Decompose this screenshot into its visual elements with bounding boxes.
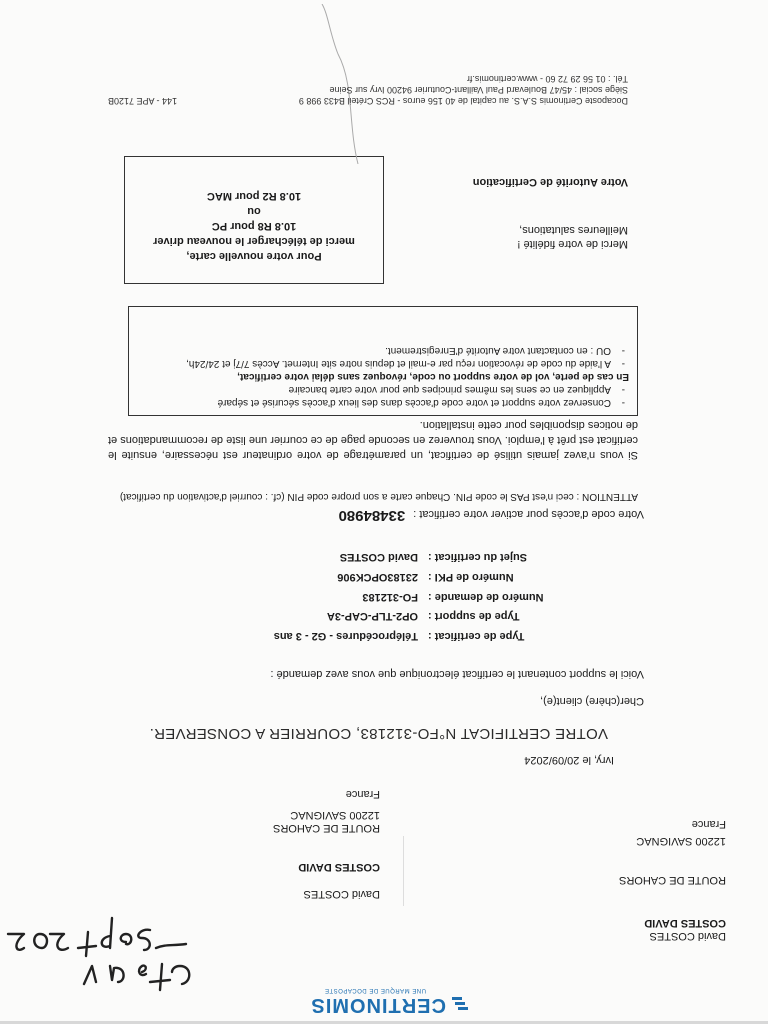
detail-row bbox=[128, 628, 648, 642]
security-item: - OU : en contactant votre Autorité d'Enregistrement. bbox=[137, 344, 615, 357]
footer-line: Siège social : 45/47 Boulevard Paul Vaillant-Couturier 94200 Ivry sur Seine bbox=[329, 85, 628, 95]
certinomis-logo bbox=[298, 976, 468, 1016]
detail-label: Type de support : bbox=[428, 610, 520, 622]
detail-value: David COSTES bbox=[339, 551, 418, 563]
detail-value: Téléprocédures - G2 - 3 ans bbox=[273, 630, 418, 642]
salutation: Cher(chère) client(e), bbox=[540, 695, 644, 707]
driver-line: 10.8 R2 pour MAC bbox=[206, 190, 302, 202]
detail-row bbox=[128, 608, 648, 622]
detail-row bbox=[128, 569, 648, 583]
detail-row bbox=[128, 589, 648, 603]
sender-address bbox=[506, 817, 726, 942]
install-paragraph: Si vous n'avez jamais utilisé de certificat, un paramétrage de votre ordinateur est nécessaire, ensuite le certificat est prêt à l'emploi. Vous trouverez en seconde page de ce courrier une liste de recommandations et de notices disponibles pour cette installation. bbox=[108, 419, 638, 461]
recipient-line: France bbox=[345, 788, 380, 800]
intro-text: Voici le support contenant le certificat électronique que vous avez demandé : bbox=[270, 668, 644, 680]
letter-title: VOTRE CERTIFICAT N°FO-312183, COURRIER A CONSERVER. bbox=[149, 725, 608, 742]
detail-label: Numéro de PKI : bbox=[428, 571, 514, 583]
revocation-warning: En cas de perte, vol de votre support ou code, révoquez sans délai votre certificat, bbox=[237, 371, 629, 382]
recipient-line: 12200 SAVIGNAC bbox=[290, 809, 380, 821]
letter-date: Ivry, le 20/09/2024 bbox=[524, 754, 614, 766]
sender-line: 12200 SAVIGNAC bbox=[636, 835, 726, 847]
access-code-line bbox=[338, 507, 644, 524]
sender-line: France bbox=[691, 818, 726, 830]
access-code-value: 33484980 bbox=[338, 507, 406, 524]
fold-mark bbox=[403, 836, 404, 906]
sender-line: David COSTES bbox=[649, 930, 726, 942]
security-item: - Conservez votre support et votre code d'accès dans des lieux d'accès sécurisé et séparé bbox=[137, 396, 615, 409]
company-footer bbox=[108, 73, 628, 106]
detail-value: OP2-TLP-CAP-3A bbox=[326, 610, 418, 622]
sender-line: COSTES DAVID bbox=[644, 917, 726, 929]
closing-regards: Meilleures salutations, bbox=[519, 224, 628, 236]
recipient-address bbox=[160, 787, 380, 900]
recipient-line: David COSTES bbox=[303, 888, 380, 900]
security-item: - A l'aide du code de révocation reçu par e-mail et depuis notre site Internet. Accès 7/7j et 24/24h, bbox=[137, 357, 615, 370]
footer-line: Tél. : 01 56 29 72 60 - www.certinomis.fr bbox=[466, 74, 628, 84]
footer-line: Docaposte Certinomis S.A.S. au capital de 40 156 euros - RCS Créteil B433 998 9 bbox=[298, 96, 628, 106]
detail-label: Numéro de demande : bbox=[428, 591, 544, 603]
driver-line: merci de télécharger le nouveau driver bbox=[153, 235, 355, 247]
detail-label: Type de certificat : bbox=[428, 630, 525, 642]
detail-row bbox=[128, 549, 648, 563]
logo-tagline: UNE MARQUE DE DOCAPOSTE bbox=[324, 987, 426, 993]
driver-download-box bbox=[124, 156, 384, 284]
driver-line: 10.8 R8 pour PC bbox=[211, 220, 297, 232]
recipient-line: ROUTE DE CAHORS bbox=[273, 822, 380, 834]
access-code-label: Votre code d'accès pour activer votre certificat : bbox=[413, 508, 644, 520]
security-box bbox=[128, 306, 638, 416]
footer-line: 144 - APE 7120B bbox=[108, 96, 178, 106]
driver-line: Pour votre nouvelle carte, bbox=[186, 250, 322, 262]
attention-note: ATTENTION : ceci n'est PAS le code PIN. Chaque carte a son propre code PIN (cf. : courriel d'activation du certificat) bbox=[119, 491, 638, 502]
logo-name: CERTINOMIS bbox=[310, 994, 446, 1016]
driver-line: ou bbox=[247, 205, 261, 217]
detail-value: FO-312183 bbox=[362, 591, 418, 603]
detail-value: 23183OPCK906 bbox=[337, 571, 418, 583]
closing-signature: Votre Autorité de Certification bbox=[472, 176, 628, 188]
recipient-line: COSTES DAVID bbox=[298, 861, 380, 873]
detail-label: Sujet du certificat : bbox=[428, 551, 528, 563]
certinomis-logo-icon bbox=[450, 998, 468, 1012]
closing-thanks: Merci de votre fidélité ! bbox=[517, 238, 628, 250]
handwritten-note bbox=[6, 909, 196, 1004]
security-item: - Appliquez en ce sens les mêmes principes que pour votre carte bancaire bbox=[137, 383, 615, 396]
sender-line: ROUTE DE CAHORS bbox=[619, 874, 726, 886]
